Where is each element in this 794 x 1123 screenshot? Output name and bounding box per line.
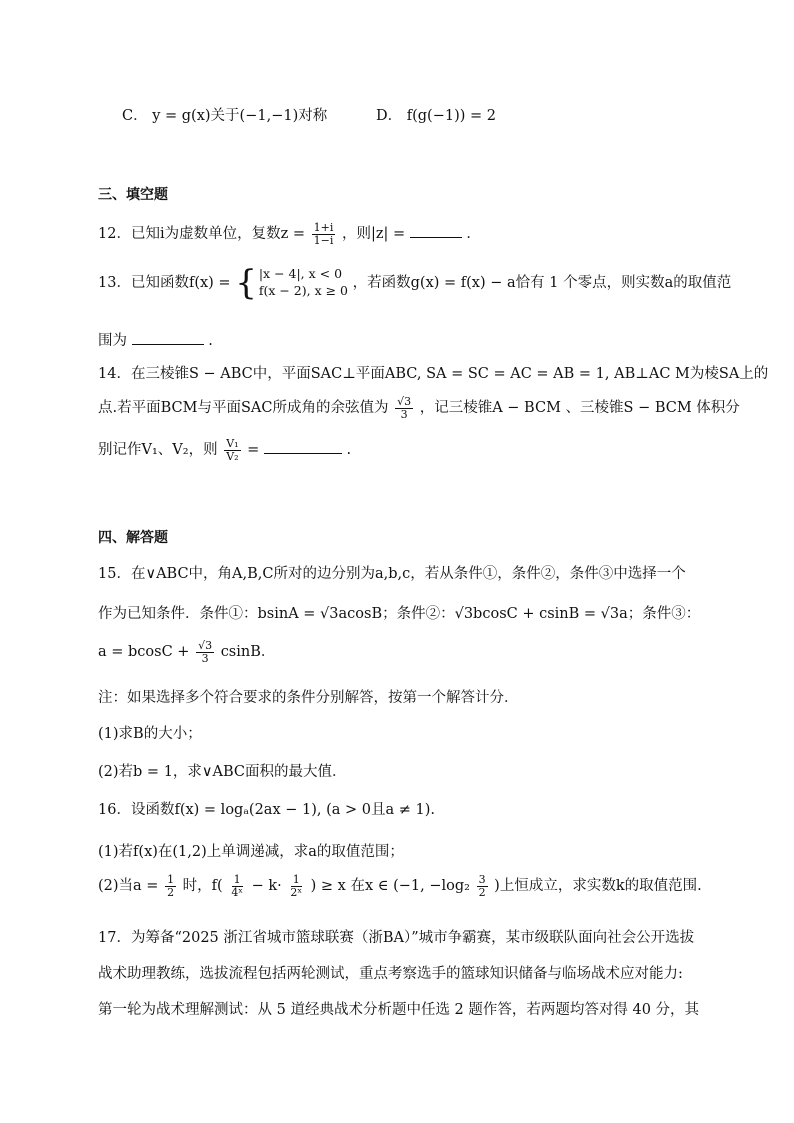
q16-part2-pre: (2)当a = xyxy=(98,878,159,895)
q16-interval-numerator: 3 xyxy=(478,873,486,886)
question-17-line3: 第一轮为战术理解测试：从 5 道经典战术分析题中任选 2 题作答，若两题均答对得 40 分，其 xyxy=(98,1002,700,1018)
q12-fraction-denominator: 1−i xyxy=(313,233,334,247)
q14-cos-numerator: √3 xyxy=(397,395,412,408)
q16-interval-fraction xyxy=(477,874,488,898)
q13-end: . xyxy=(208,333,213,349)
question-12 xyxy=(98,222,696,246)
question-15-part1: (1)求B的大小； xyxy=(98,726,202,742)
q11-option-d-text: f(g(−1)) = 2 xyxy=(406,108,496,124)
question-16-part2 xyxy=(98,873,702,899)
q11-option-c xyxy=(122,104,327,125)
q16-a-denominator: 2 xyxy=(167,885,175,899)
q16-a-fraction xyxy=(165,874,176,898)
question-13 xyxy=(98,263,732,303)
section-title-fill-in: 三、填空题 xyxy=(98,187,168,203)
q14-volume-ratio xyxy=(224,438,240,462)
q12-answer-blank[interactable] xyxy=(410,223,462,238)
q16-part2-mid: 时，f( xyxy=(182,878,223,895)
q13-line2: 围为 xyxy=(98,333,127,349)
q16-a-numerator: 1 xyxy=(167,873,175,886)
q15-fraction-numerator: √3 xyxy=(198,639,213,652)
q11-option-d xyxy=(376,104,496,125)
q15-fraction-denominator: 3 xyxy=(201,651,209,665)
q16-part2-mid2: ) ≥ x 在x ∈ (−1, −log₂ xyxy=(310,878,470,895)
q12-fraction xyxy=(312,222,336,246)
q12-fraction-numerator: 1+i xyxy=(313,221,334,234)
question-16-part1: (1)若f(x)在(1,2)上单调递减，求a的取值范围； xyxy=(98,844,404,860)
q16-part2-post: )上恒成立，求实数k的取值范围. xyxy=(494,878,702,895)
q14-volume-denominator: V₂ xyxy=(226,449,239,463)
q16-f2-denominator: 2ˣ xyxy=(290,885,303,899)
section-title-solutions: 四、解答题 xyxy=(98,530,168,546)
q14-line2-pre: 点.若平面BCM与平面SAC所成角的余弦值为 xyxy=(98,400,389,417)
q11-option-c-label: C． xyxy=(122,108,148,124)
question-15-line2: 作为已知条件．条件①：bsinA = √3acosB；条件②：√3bcosC + csinB = √3a；条件③： xyxy=(98,606,701,622)
q14-cos-denominator: 3 xyxy=(400,407,408,421)
question-15-note: 注：如果选择多个符合要求的条件分别解答，按第一个解答计分． xyxy=(98,690,519,706)
q14-cos-fraction xyxy=(395,396,413,420)
q13-brace-symbol: { xyxy=(235,263,257,303)
q16-f1-numerator: 1 xyxy=(233,873,241,886)
q13-case-2: f(x − 2), x ≥ 0 xyxy=(258,283,349,298)
q12-stem-post: ，则|z| = xyxy=(341,226,406,243)
q15-line3-pre: a = bcosC + xyxy=(98,644,190,661)
q16-f1-denominator: 4ˣ xyxy=(231,885,243,899)
q14-line3-post: = xyxy=(247,442,260,459)
question-14-line1: 14．在三棱锥S − ABC中，平面SAC⊥平面ABC, SA = SC = AC = AB = 1, AB⊥AC M为棱SA上的 xyxy=(98,366,769,382)
question-17-line1: 17．为筹备“2025 浙江省城市篮球联赛（浙BA）”城市争霸赛，某市级联队面向社会公开选拔 xyxy=(98,930,695,946)
question-15-part2: (2)若b = 1，求∨ABC面积的最大值． xyxy=(98,764,347,780)
q11-option-c-text: y = g(x)关于(−1,−1)对称 xyxy=(152,108,328,124)
q14-line3-pre: 别记作V₁、V₂，则 xyxy=(98,442,218,459)
question-15-line3 xyxy=(98,640,696,664)
q11-option-d-label: D． xyxy=(376,108,403,124)
question-15-line1: 15．在∨ABC中，角A,B,C所对的边分别为a,b,c，若从条件①，条件②，条件③中选择一个 xyxy=(98,566,686,582)
q16-part2-k: − k· xyxy=(251,878,282,895)
question-17-line2: 战术助理教练，选拔流程包括两轮测试，重点考察选手的篮球知识储备与临场战术应对能力: xyxy=(98,966,683,982)
q14-line2-post: ，记三棱锥A − BCM 、三棱锥S − BCM 体积分 xyxy=(419,400,740,417)
q12-end: ． xyxy=(466,226,481,243)
q13-case-1: |x − 4|, x < 0 xyxy=(258,266,343,282)
q13-piecewise xyxy=(235,263,349,303)
question-16-line1: 16．设函数f(x) = logₐ(2ax − 1), (a > 0且a ≠ 1). xyxy=(98,802,435,818)
q15-fraction xyxy=(196,640,214,664)
q13-answer-blank[interactable] xyxy=(132,330,204,345)
question-13-line2 xyxy=(98,330,696,350)
q16-interval-denominator: 2 xyxy=(478,885,486,899)
q14-end: . xyxy=(346,442,352,459)
q13-stem-post: ，若函数g(x) = f(x) − a恰有 1 个零点，则实数a的取值范 xyxy=(352,275,732,291)
q14-answer-blank[interactable] xyxy=(264,439,342,454)
q14-volume-numerator: V₁ xyxy=(226,437,239,450)
q16-f2-fraction xyxy=(288,874,304,898)
q16-f1-fraction xyxy=(229,874,245,898)
question-14-line2 xyxy=(98,395,740,421)
q12-stem: 12．已知i为虚数单位，复数z = xyxy=(98,226,305,243)
q13-stem: 13．已知函数f(x) = xyxy=(98,275,231,291)
q15-line3-post: csinB． xyxy=(220,644,276,661)
question-14-line3 xyxy=(98,438,696,462)
q16-f2-numerator: 1 xyxy=(292,873,300,886)
